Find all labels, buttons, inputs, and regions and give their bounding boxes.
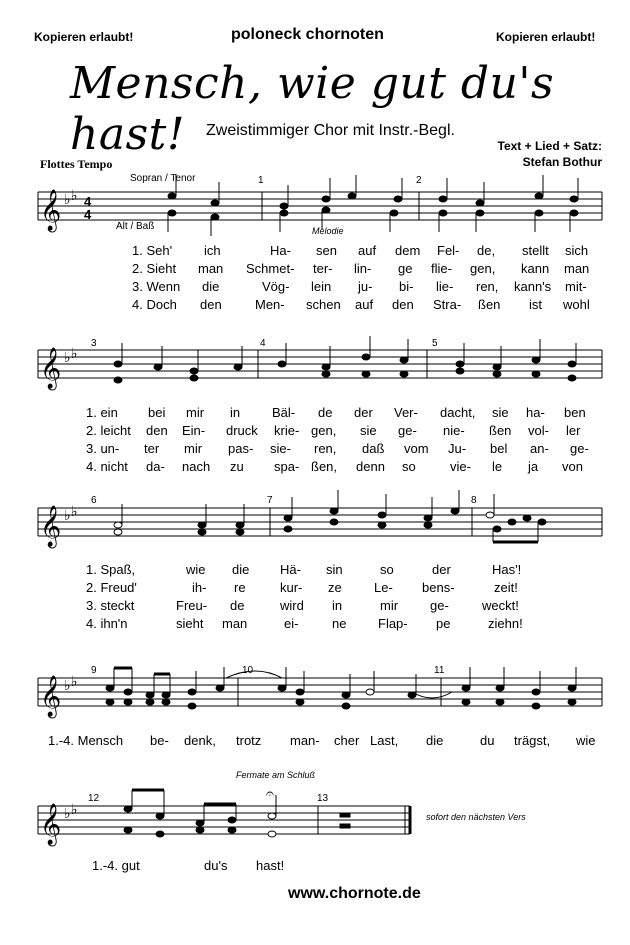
lyric-syllable: kur-: [280, 580, 303, 595]
lyric-syllable: wird: [280, 598, 304, 613]
lyric-syllable: vom: [404, 441, 429, 456]
lyric-syllable: mit-: [565, 279, 587, 294]
lyric-syllable: denn: [356, 459, 385, 474]
lyric-syllable: daß: [362, 441, 385, 456]
lyric-syllable: wie: [186, 562, 206, 577]
lyric-syllable: vol-: [528, 423, 549, 438]
lyric-syllable: an-: [530, 441, 549, 456]
lyric-syllable: in: [230, 405, 241, 420]
lyric-syllable: druck: [226, 423, 258, 438]
lyric-syllable: pas-: [228, 441, 254, 456]
flat-icon: ♭: [71, 674, 78, 690]
lyric-syllable: ich: [204, 243, 221, 258]
lyric-syllable: Ju-: [448, 441, 467, 456]
measure-number: 2: [416, 175, 422, 186]
lyric-syllable: Le-: [374, 580, 393, 595]
lyric-syllable: von: [562, 459, 583, 474]
lyric-syllable: Last,: [370, 733, 399, 748]
lyric-syllable: ist: [529, 297, 542, 312]
lyric-syllable: ne: [332, 616, 347, 631]
flat-icon: ♭: [64, 806, 71, 822]
lyric-syllable: zeit!: [494, 580, 518, 595]
melody-label: Melodie: [312, 226, 344, 236]
lyric-syllable: 2. Sieht: [132, 261, 177, 276]
flat-icon: ♭: [64, 192, 71, 208]
lyric-syllable: lie-: [436, 279, 454, 294]
lyric-syllable: Flap-: [378, 616, 408, 631]
treble-clef-icon: 𝄞: [40, 190, 62, 231]
lyric-syllable: ßen: [489, 423, 512, 438]
lyric-syllable: man: [222, 616, 248, 631]
notes-lower: [168, 207, 578, 236]
lyric-syllable: ler: [566, 423, 581, 438]
lyric-syllable: den: [146, 423, 168, 438]
lyric-syllable: ha-: [526, 405, 545, 420]
lyric-syllable: kann's: [514, 279, 552, 294]
lyric-syllable: bei: [148, 405, 166, 420]
lyric-syllable: gen,: [311, 423, 337, 438]
staff-system-3: [0, 498, 630, 558]
lyric-syllable: 4. Doch: [132, 297, 177, 312]
lyric-syllable: der: [432, 562, 451, 577]
lyric-syllable: Hä-: [280, 562, 301, 577]
staff-system-1: [0, 180, 630, 240]
notes: [106, 667, 576, 709]
continue-note: sofort den nächsten Vers: [426, 812, 526, 822]
lyric-syllable: da-: [146, 459, 165, 474]
lyric-syllable: trägst,: [514, 733, 551, 748]
lyric-syllable: ei-: [284, 616, 299, 631]
flat-icon: ♭: [71, 188, 78, 204]
lyric-syllable: 1. Spaß,: [86, 562, 136, 577]
tie: [226, 671, 282, 678]
treble-clef-icon: 𝄞: [40, 506, 62, 547]
lyric-syllable: ja: [528, 459, 539, 474]
lyric-syllable: du's: [204, 858, 228, 873]
measure-number: 12: [88, 793, 100, 804]
fermata-note: Fermate am Schluß: [236, 770, 316, 780]
lyric-syllable: cher: [334, 733, 360, 748]
notes: [114, 336, 576, 383]
lyric-syllable: ter-: [313, 261, 333, 276]
lyric-syllable: zu: [230, 459, 244, 474]
lyric-syllable: wie: [576, 733, 596, 748]
measure-number: 4: [260, 338, 266, 349]
lyric-syllable: nie-: [443, 423, 465, 438]
credits-line-1: Text + Lied + Satz:: [497, 139, 602, 153]
lyric-syllable: lin-: [354, 261, 372, 276]
time-signature: 4: [84, 207, 92, 222]
staff-system-4: [0, 668, 630, 728]
lyric-syllable: 4. ihn'n: [86, 616, 128, 631]
lyric-syllable: kann: [521, 261, 550, 276]
lyric-syllable: mir: [184, 441, 203, 456]
lyric-syllable: trotz: [236, 733, 262, 748]
fermata-icon: 𝄐: [266, 786, 274, 802]
lyric-syllable: Stra-: [433, 297, 462, 312]
lyric-syllable: ren,: [314, 441, 337, 456]
lyric-syllable: sieht: [176, 616, 204, 631]
lyric-syllable: sie: [360, 423, 377, 438]
lyric-syllable: ziehn!: [488, 616, 523, 631]
lyric-syllable: Ein-: [182, 423, 206, 438]
lyric-syllable: vie-: [450, 459, 471, 474]
lyric-syllable: sich: [565, 243, 589, 258]
song-title: Mensch, wie gut du's hast!: [70, 58, 555, 160]
credits-line-2: Stefan Bothur: [522, 155, 602, 169]
lyric-syllable: Ver-: [394, 405, 418, 420]
lyric-syllable: be-: [150, 733, 169, 748]
lyric-syllable: Vög-: [262, 279, 290, 294]
lyric-syllable: nach: [182, 459, 211, 474]
lyric-syllable: ben: [564, 405, 586, 420]
lyric-syllable: 2. Freud': [86, 580, 137, 595]
song-subtitle: Zweistimmiger Chor mit Instr.-Begl.: [206, 122, 455, 139]
lyric-syllable: Ha-: [270, 243, 291, 258]
lyric-syllable: 3. un-: [86, 441, 120, 456]
lyric-syllable: 1.-4. gut: [92, 858, 140, 873]
lyric-syllable: flie-: [431, 261, 452, 276]
lyric-syllable: 1. ein: [86, 405, 118, 420]
flat-icon: ♭: [71, 346, 78, 362]
lyric-syllable: in: [332, 598, 343, 613]
lyric-syllable: hast!: [256, 858, 285, 873]
treble-clef-icon: 𝄞: [40, 348, 62, 389]
lyric-syllable: ge-: [398, 423, 417, 438]
treble-clef-icon: 𝄞: [40, 676, 62, 717]
measure-number: 10: [242, 665, 254, 676]
measure-number: 11: [434, 665, 445, 676]
flat-icon: ♭: [71, 504, 78, 520]
lyric-syllable: lein: [311, 279, 332, 294]
lyric-syllable: wohl: [563, 297, 590, 312]
lyric-syllable: 4. nicht: [86, 459, 128, 474]
measure-number: 6: [91, 495, 97, 506]
lyric-syllable: den: [200, 297, 222, 312]
lyric-syllable: 3. steckt: [86, 598, 135, 613]
lyric-syllable: man: [564, 261, 590, 276]
lyric-syllable: dacht,: [440, 405, 476, 420]
lyric-syllable: krie-: [274, 423, 300, 438]
lyric-syllable: 1. Seh': [132, 243, 173, 258]
lyric-syllable: Bäl-: [272, 405, 296, 420]
flat-icon: ♭: [71, 802, 78, 818]
lyric-syllable: schen: [306, 297, 341, 312]
staff-system-2: [0, 340, 630, 400]
lyric-syllable: Freu-: [176, 598, 208, 613]
lyric-syllable: gen,: [470, 261, 496, 276]
lyric-syllable: denk,: [184, 733, 216, 748]
copy-note-right: Kopieren erlaubt!: [496, 30, 596, 44]
lyric-syllable: de: [318, 405, 333, 420]
lyric-syllable: 3. Wenn: [132, 279, 181, 294]
tempo-marking: Flottes Tempo: [40, 157, 113, 171]
publisher-name: poloneck chornoten: [231, 26, 384, 43]
lyric-syllable: le: [492, 459, 503, 474]
copy-note-left: Kopieren erlaubt!: [34, 30, 134, 44]
lyric-syllable: ßen: [478, 297, 501, 312]
lyric-syllable: bi-: [399, 279, 414, 294]
treble-clef-icon: 𝄞: [40, 804, 62, 845]
lyric-syllable: du: [480, 733, 495, 748]
lyric-syllable: re: [234, 580, 246, 595]
lyric-syllable: die: [426, 733, 444, 748]
lyric-syllable: auf: [355, 297, 374, 312]
lyric-syllable: stellt: [522, 243, 549, 258]
footer-url: www.chornote.de: [288, 885, 421, 902]
lyric-syllable: bel: [490, 441, 508, 456]
lyric-syllable: ßen,: [311, 459, 338, 474]
lyric-syllable: Men-: [255, 297, 285, 312]
notes: [114, 490, 546, 542]
measure-number: 7: [267, 495, 273, 506]
lyric-syllable: de,: [477, 243, 496, 258]
lyric-syllable: Has'!: [492, 562, 522, 577]
lyric-syllable: spa-: [274, 459, 300, 474]
voice-label-upper: Sopran / Tenor: [130, 173, 196, 184]
measure-number: 3: [91, 338, 97, 349]
flat-icon: ♭: [64, 678, 71, 694]
lyric-syllable: ren,: [476, 279, 499, 294]
lyric-syllable: Schmet-: [246, 261, 295, 276]
lyric-syllable: sie-: [270, 441, 291, 456]
lyric-syllable: Fel-: [437, 243, 460, 258]
lyric-syllable: de: [230, 598, 245, 613]
measure-number: 8: [471, 495, 477, 506]
lyric-syllable: so: [402, 459, 416, 474]
lyric-syllable: pe: [436, 616, 451, 631]
lyric-syllable: ih-: [192, 580, 207, 595]
lyric-syllable: sen: [316, 243, 337, 258]
lyric-syllable: man: [198, 261, 224, 276]
lyric-syllable: die: [202, 279, 220, 294]
lyric-syllable: ju-: [358, 279, 373, 294]
lyric-syllable: ge-: [430, 598, 449, 613]
lyric-syllable: so: [380, 562, 394, 577]
voice-label-lower: Alt / Baß: [116, 221, 155, 232]
lyric-syllable: mir: [186, 405, 205, 420]
tie: [412, 692, 452, 698]
lyric-syllable: sie: [492, 405, 509, 420]
measure-number: 9: [91, 665, 97, 676]
credits: [498, 138, 602, 170]
measure-number: 1: [258, 175, 264, 186]
lyric-syllable: bens-: [422, 580, 455, 595]
flat-icon: ♭: [64, 350, 71, 366]
flat-icon: ♭: [64, 508, 71, 524]
lyric-syllable: ter: [144, 441, 160, 456]
lyric-syllable: die: [232, 562, 250, 577]
staff-system-5: [0, 786, 630, 856]
lyric-syllable: ze: [328, 580, 342, 595]
lyric-syllable: mir: [380, 598, 399, 613]
lyric-syllable: auf: [358, 243, 377, 258]
lyric-syllable: der: [354, 405, 373, 420]
measure-number: 5: [432, 338, 438, 349]
lyric-syllable: dem: [395, 243, 421, 258]
lyric-syllable: 2. leicht: [86, 423, 131, 438]
lyric-syllable: weckt!: [482, 598, 519, 613]
lyric-syllable: den: [392, 297, 414, 312]
time-signature: 4: [84, 194, 92, 209]
lyric-syllable: man-: [290, 733, 320, 748]
lyric-syllable: ge-: [570, 441, 589, 456]
lyric-syllable: 1.-4. Mensch: [48, 733, 124, 748]
lyric-syllable: ge: [398, 261, 413, 276]
measure-number: 13: [317, 793, 329, 804]
lyric-syllable: sin: [326, 562, 343, 577]
